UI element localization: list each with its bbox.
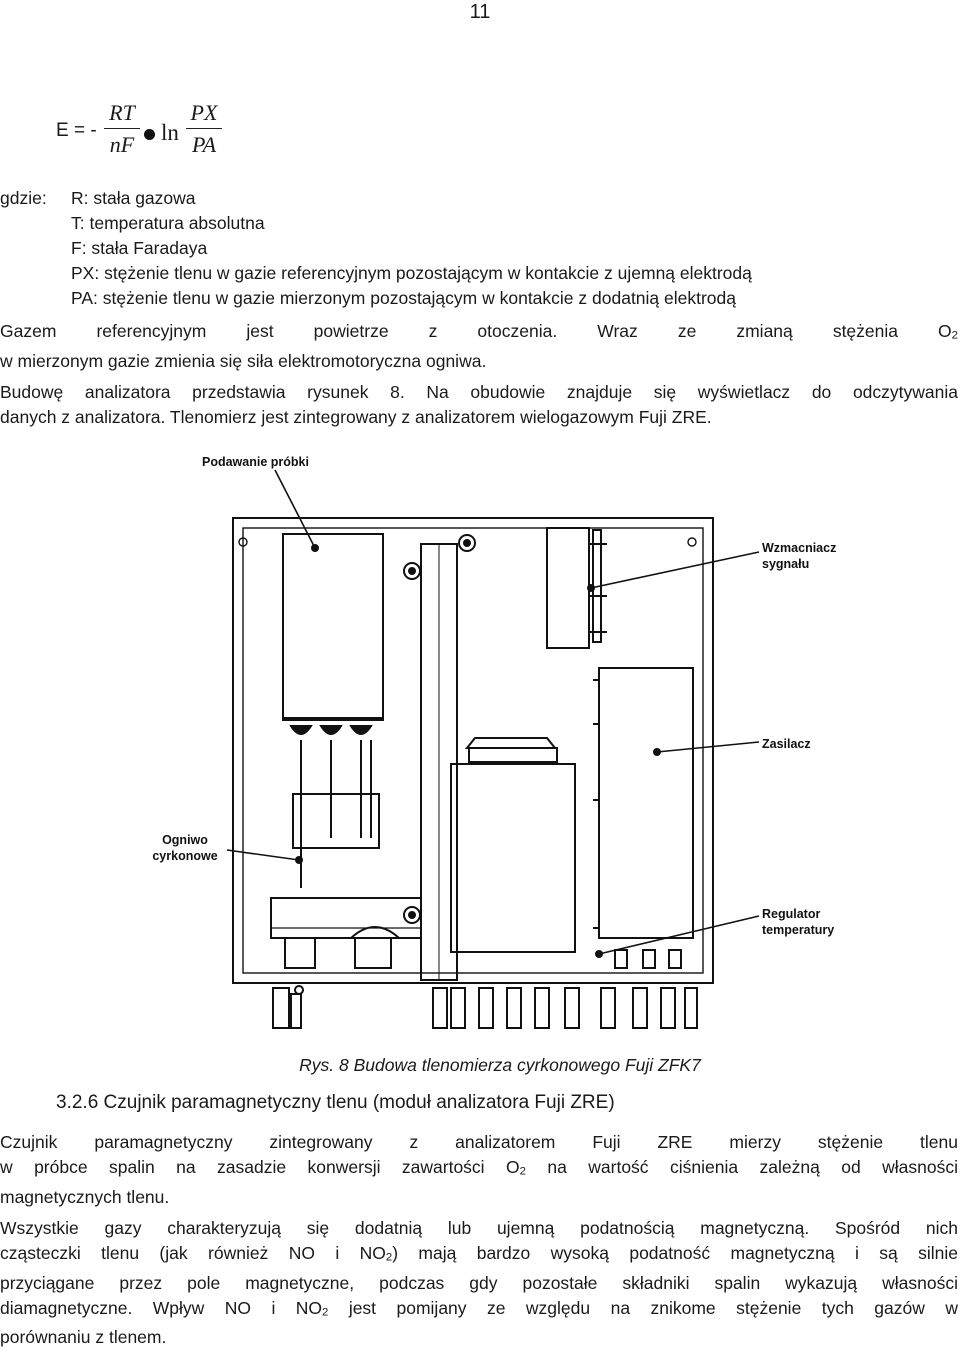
figure-caption: Rys. 8 Budowa tlenomierza cyrkonowego Fuji ZFK7: [299, 1055, 701, 1075]
zirconia-cell-block: [283, 534, 383, 720]
paragraph-line: cząsteczki tlenu (jak również NO i $NO_2$) mają bardzo wysoką podatność magnetyczną i są silnie: [0, 1243, 958, 1264]
label-power-supply: Zasilacz: [762, 737, 811, 751]
paragraph-line: przyciągane przez pole magnetyczne, podczas gdy pozostałe składniki spalin wykazują własności: [0, 1272, 958, 1293]
label-zirconia-cell: Ogniwo cyrkonowe: [152, 833, 218, 863]
fraction-rt-nf: [104, 100, 140, 158]
paragraph-line: diamagnetyczne. Wpływ NO i $NO_2$ jest pomijany ze względu na znikome stężenie tych gazów w: [0, 1297, 958, 1319]
power-supply: [599, 668, 693, 938]
page-number: 11: [469, 1, 491, 23]
paragraph-paramagnetic-sensor: [0, 1130, 958, 1210]
paragraph-line: magnetycznych tlenu.: [0, 1186, 170, 1207]
label-sample-inlet: Podawanie próbki: [202, 455, 309, 469]
signal-amplifier: [547, 528, 589, 648]
section-heading: 3.2.6 Czujnik paramagnetyczny tlenu (moduł analizatora Fuji ZRE): [56, 1092, 615, 1113]
label-temperature-regulator: Regulator temperatury: [762, 907, 835, 937]
fraction-px-pa: [186, 100, 222, 158]
fraction-numerator: PX: [190, 100, 218, 125]
enclosure-inner: [243, 528, 703, 973]
pointer-dot: [595, 950, 603, 958]
definition-item: F: stała Faradaya: [71, 238, 208, 258]
enclosure-outer: [233, 518, 713, 983]
definitions-list: [71, 186, 752, 311]
nernst-formula: [56, 100, 256, 170]
definition-item: R: stała gazowa: [71, 188, 196, 208]
definition-item: PA: stężenie tlenu w gazie mierzonym pozostającym w kontakcie z dodatnią elektrodą: [71, 288, 737, 308]
paragraph-line: Budowę analizatora przedstawia rysunek 8. Na obudowie znajduje się wyświetlacz do odczytywania: [0, 382, 958, 402]
definition-item: PX: stężenie tlenu w gazie referencyjnym pozostającym w kontakcie z ujemną elektrodą: [71, 263, 752, 283]
pointer-dot: [653, 748, 661, 756]
paragraph-line: Wszystkie gazy charakteryzują się dodatnią lub ujemną podatnością magnetyczną. Spośród nich: [0, 1218, 958, 1238]
paragraph-analyzer: [0, 380, 958, 430]
pointer-dot: [311, 544, 319, 552]
fraction-numerator: RT: [109, 100, 135, 125]
paragraph-line: danych z analizatora. Tlenomierz jest zintegrowany z analizatorem wielogazowym Fuji ZRE.: [0, 407, 712, 427]
paragraph-reference-gas: [0, 319, 958, 374]
definition-item: T: temperatura absolutna: [71, 213, 265, 233]
paragraph-line: w próbce spalin na zasadzie konwersji zawartości $O_2$ na wartość ciśnienia zależną od własności: [0, 1157, 958, 1178]
pointer-dot: [587, 584, 595, 592]
paragraph-line: porównaniu z tlenem.: [0, 1327, 167, 1348]
ln-operator: ln: [161, 120, 179, 145]
fraction-denominator: PA: [191, 132, 217, 157]
fraction-denominator: nF: [109, 132, 135, 157]
paragraph-magnetic-susceptibility: [0, 1216, 958, 1350]
filter-unit: [451, 764, 575, 952]
paragraph-line: w mierzonym gazie zmienia się siła elektromotoryczna ogniwa.: [0, 350, 487, 371]
paragraph-line: Gazem referencyjnym jest powietrze z otoczenia. Wraz ze zmianą stężenia $O_2$: [0, 321, 958, 342]
pointer-dot: [295, 856, 303, 864]
analyzer-diagram: [152, 448, 885, 1048]
formula-lhs: E = -: [56, 120, 97, 141]
fraction-bar: [104, 128, 140, 129]
paragraph-line: Czujnik paramagnetyczny zintegrowany z analizatorem Fuji ZRE mierzy stężenie tlenu: [0, 1132, 958, 1152]
label-signal-amplifier: Wzmacniacz sygnału: [762, 541, 837, 571]
definitions-lead: gdzie:: [0, 188, 47, 208]
fraction-bar: [186, 128, 222, 129]
multiplication-dot: [144, 129, 155, 140]
